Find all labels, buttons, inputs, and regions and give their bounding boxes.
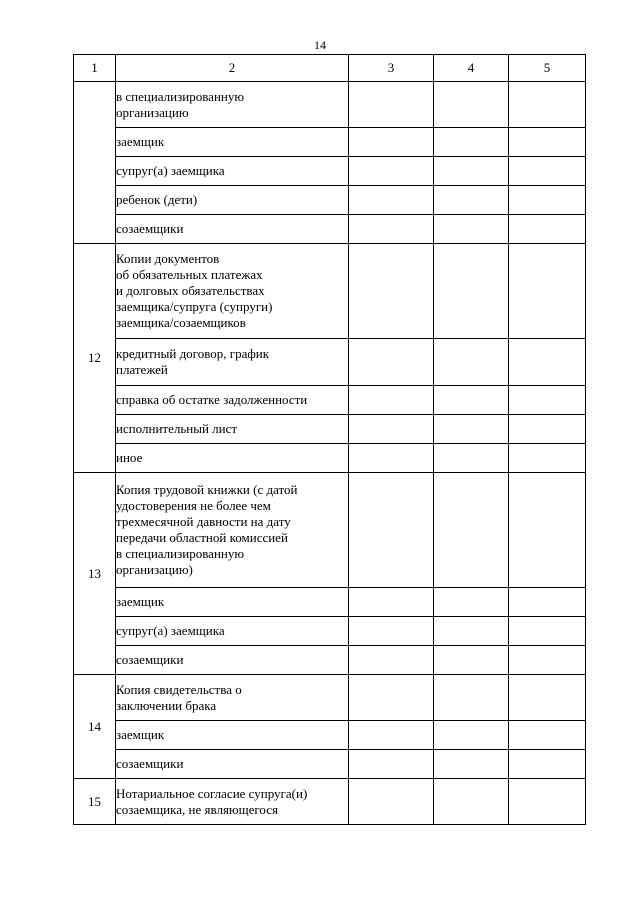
document-item-cell: созаемщики <box>116 646 349 675</box>
empty-cell-col-5 <box>509 157 586 186</box>
empty-cell-col-4 <box>434 444 509 473</box>
empty-cell-col-5 <box>509 750 586 779</box>
empty-cell-col-4 <box>434 675 509 721</box>
empty-cell-col-5 <box>509 779 586 825</box>
empty-cell-col-5 <box>509 617 586 646</box>
empty-cell-col-4 <box>434 186 509 215</box>
empty-cell-col-3 <box>349 415 434 444</box>
table-row <box>74 779 586 825</box>
empty-cell-col-5 <box>509 386 586 415</box>
empty-cell-col-3 <box>349 646 434 675</box>
table-row <box>74 82 586 128</box>
row-number-cell <box>74 82 116 244</box>
empty-cell-col-4 <box>434 215 509 244</box>
empty-cell-col-3 <box>349 750 434 779</box>
table-row <box>74 444 586 473</box>
document-item-cell: кредитный договор, график платежей <box>116 339 349 386</box>
empty-cell-col-3 <box>349 473 434 588</box>
empty-cell-col-4 <box>434 339 509 386</box>
table-row <box>74 215 586 244</box>
empty-cell-col-5 <box>509 415 586 444</box>
document-table <box>73 54 586 825</box>
empty-cell-col-5 <box>509 646 586 675</box>
empty-cell-col-3 <box>349 675 434 721</box>
empty-cell-col-3 <box>349 386 434 415</box>
empty-cell-col-4 <box>434 386 509 415</box>
table-row <box>74 244 586 339</box>
empty-cell-col-5 <box>509 721 586 750</box>
empty-cell-col-3 <box>349 588 434 617</box>
empty-cell-col-3 <box>349 128 434 157</box>
row-number-cell: 14 <box>74 675 116 779</box>
empty-cell-col-5 <box>509 339 586 386</box>
row-number-cell: 15 <box>74 779 116 825</box>
document-item-cell: Копии документов об обязательных платежах и долговых обязательствах заемщика/супруга (супруги) заемщика/созаемщиков <box>116 244 349 339</box>
empty-cell-col-3 <box>349 215 434 244</box>
empty-cell-col-5 <box>509 244 586 339</box>
document-item-cell: Копия трудовой книжки (с датой удостоверения не более чем трехмесячной давности на дату передачи областной комиссией в специализированную организацию) <box>116 473 349 588</box>
document-item-cell: ребенок (дети) <box>116 186 349 215</box>
empty-cell-col-4 <box>434 82 509 128</box>
document-item-cell: Копия свидетельства о заключении брака <box>116 675 349 721</box>
empty-cell-col-3 <box>349 82 434 128</box>
empty-cell-col-5 <box>509 444 586 473</box>
table-row <box>74 339 586 386</box>
empty-cell-col-4 <box>434 157 509 186</box>
document-item-cell: исполнительный лист <box>116 415 349 444</box>
document-item-cell: созаемщики <box>116 215 349 244</box>
empty-cell-col-5 <box>509 588 586 617</box>
empty-cell-col-4 <box>434 617 509 646</box>
table-row <box>74 128 586 157</box>
header-cell-col-1: 1 <box>74 55 116 82</box>
table-row <box>74 588 586 617</box>
empty-cell-col-3 <box>349 444 434 473</box>
table-row <box>74 750 586 779</box>
empty-cell-col-5 <box>509 82 586 128</box>
empty-cell-col-3 <box>349 339 434 386</box>
header-cell-col-5: 5 <box>509 55 586 82</box>
table-row <box>74 721 586 750</box>
table-header-row <box>74 55 586 82</box>
empty-cell-col-3 <box>349 617 434 646</box>
empty-cell-col-3 <box>349 244 434 339</box>
empty-cell-col-5 <box>509 128 586 157</box>
table-row <box>74 617 586 646</box>
empty-cell-col-4 <box>434 750 509 779</box>
table-row <box>74 675 586 721</box>
table-row <box>74 415 586 444</box>
row-number-cell: 12 <box>74 244 116 473</box>
document-item-cell: заемщик <box>116 721 349 750</box>
document-item-cell: иное <box>116 444 349 473</box>
document-item-cell: созаемщики <box>116 750 349 779</box>
table-row <box>74 386 586 415</box>
empty-cell-col-4 <box>434 779 509 825</box>
page-number: 14 <box>314 38 326 52</box>
empty-cell-col-4 <box>434 244 509 339</box>
document-item-cell: заемщик <box>116 128 349 157</box>
empty-cell-col-4 <box>434 646 509 675</box>
empty-cell-col-4 <box>434 473 509 588</box>
document-item-cell: заемщик <box>116 588 349 617</box>
empty-cell-col-3 <box>349 721 434 750</box>
document-item-cell: справка об остатке задолженности <box>116 386 349 415</box>
document-item-cell: супруг(а) заемщика <box>116 617 349 646</box>
row-number-cell: 13 <box>74 473 116 675</box>
empty-cell-col-4 <box>434 588 509 617</box>
document-item-cell: в специализированную организацию <box>116 82 349 128</box>
header-cell-col-4: 4 <box>434 55 509 82</box>
empty-cell-col-5 <box>509 473 586 588</box>
empty-cell-col-3 <box>349 779 434 825</box>
empty-cell-col-5 <box>509 186 586 215</box>
document-item-cell: супруг(а) заемщика <box>116 157 349 186</box>
empty-cell-col-5 <box>509 675 586 721</box>
table-row <box>74 646 586 675</box>
empty-cell-col-3 <box>349 186 434 215</box>
empty-cell-col-3 <box>349 157 434 186</box>
header-cell-col-3: 3 <box>349 55 434 82</box>
header-cell-col-2: 2 <box>116 55 349 82</box>
empty-cell-col-4 <box>434 415 509 444</box>
empty-cell-col-4 <box>434 721 509 750</box>
table-row <box>74 473 586 588</box>
empty-cell-col-5 <box>509 215 586 244</box>
table-row <box>74 157 586 186</box>
document-item-cell: Нотариальное согласие супруга(и) созаемщика, не являющегося <box>116 779 349 825</box>
table-row <box>74 186 586 215</box>
empty-cell-col-4 <box>434 128 509 157</box>
